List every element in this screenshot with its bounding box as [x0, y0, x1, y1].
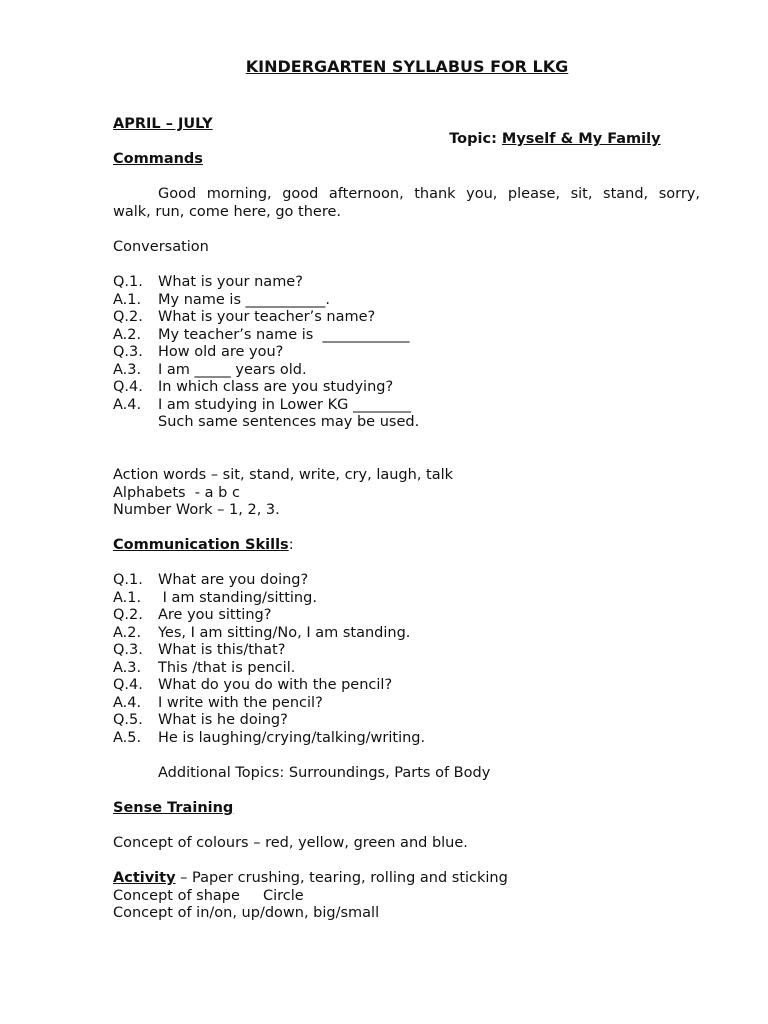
conversation-heading: Conversation: [113, 239, 209, 255]
communication-heading: Communication Skills: [113, 537, 289, 553]
activity-heading: Activity: [113, 870, 176, 886]
communication-item: A.2. Yes, I am sitting/No, I am standing.: [113, 625, 411, 641]
commands-line-2: walk, run, come here, go there.: [113, 204, 341, 220]
topic-value: Myself & My Family: [501, 131, 661, 147]
activity-line: Activity – Paper crushing, tearing, rolling and sticking: [113, 870, 508, 886]
conversation-item: A.3. I am _____ years old.: [113, 362, 307, 378]
communication-heading-line: Communication Skills:: [113, 537, 294, 553]
commands-heading: Commands: [113, 151, 203, 167]
action-words: Action words – sit, stand, write, cry, laugh, talk: [113, 467, 454, 483]
conversation-item: Q.1. What is your name?: [113, 274, 303, 290]
conversation-item: A.4. I am studying in Lower KG ________: [113, 397, 411, 413]
document-title: KINDERGARTEN SYLLABUS FOR LKG: [245, 57, 569, 76]
conversation-item: A.2. My teacher’s name is ____________: [113, 327, 410, 343]
conversation-item: A.1. My name is ___________.: [113, 292, 330, 308]
communication-item: Q.5. What is he doing?: [113, 712, 288, 728]
conversation-item: Q.3. How old are you?: [113, 344, 284, 360]
communication-item: A.1. I am standing/sitting.: [113, 590, 317, 606]
topic-line: [429, 115, 661, 163]
period-heading: APRIL – JULY: [113, 116, 213, 132]
communication-item: Q.1. What are you doing?: [113, 572, 309, 588]
concept-of-position: Concept of in/on, up/down, big/small: [113, 905, 380, 921]
conversation-item: Q.2. What is your teacher’s name?: [113, 309, 376, 325]
number-work: Number Work – 1, 2, 3.: [113, 502, 280, 518]
communication-item: A.3. This /that is pencil.: [113, 660, 296, 676]
concept-of-shape: Concept of shape Circle: [113, 888, 304, 904]
conversation-note: Such same sentences may be used.: [158, 414, 420, 430]
commands-line-1: Good morning, good afternoon, thank you, please, sit, stand, sorry,: [158, 186, 700, 202]
sense-training-heading: Sense Training: [113, 800, 234, 816]
concept-of-colours: Concept of colours – red, yellow, green and blue.: [113, 835, 468, 851]
conversation-item: Q.4. In which class are you studying?: [113, 379, 394, 395]
topic-label: Topic:: [449, 131, 502, 147]
alphabets: Alphabets - a b c: [113, 485, 240, 501]
communication-item: Q.4. What do you do with the pencil?: [113, 677, 393, 693]
communication-item: A.5. He is laughing/crying/talking/writing.: [113, 730, 426, 746]
communication-item: Q.2. Are you sitting?: [113, 607, 272, 623]
communication-item: Q.3. What is this/that?: [113, 642, 286, 658]
additional-topics: Additional Topics: Surroundings, Parts of Body: [158, 765, 491, 781]
communication-item: A.4. I write with the pencil?: [113, 695, 323, 711]
